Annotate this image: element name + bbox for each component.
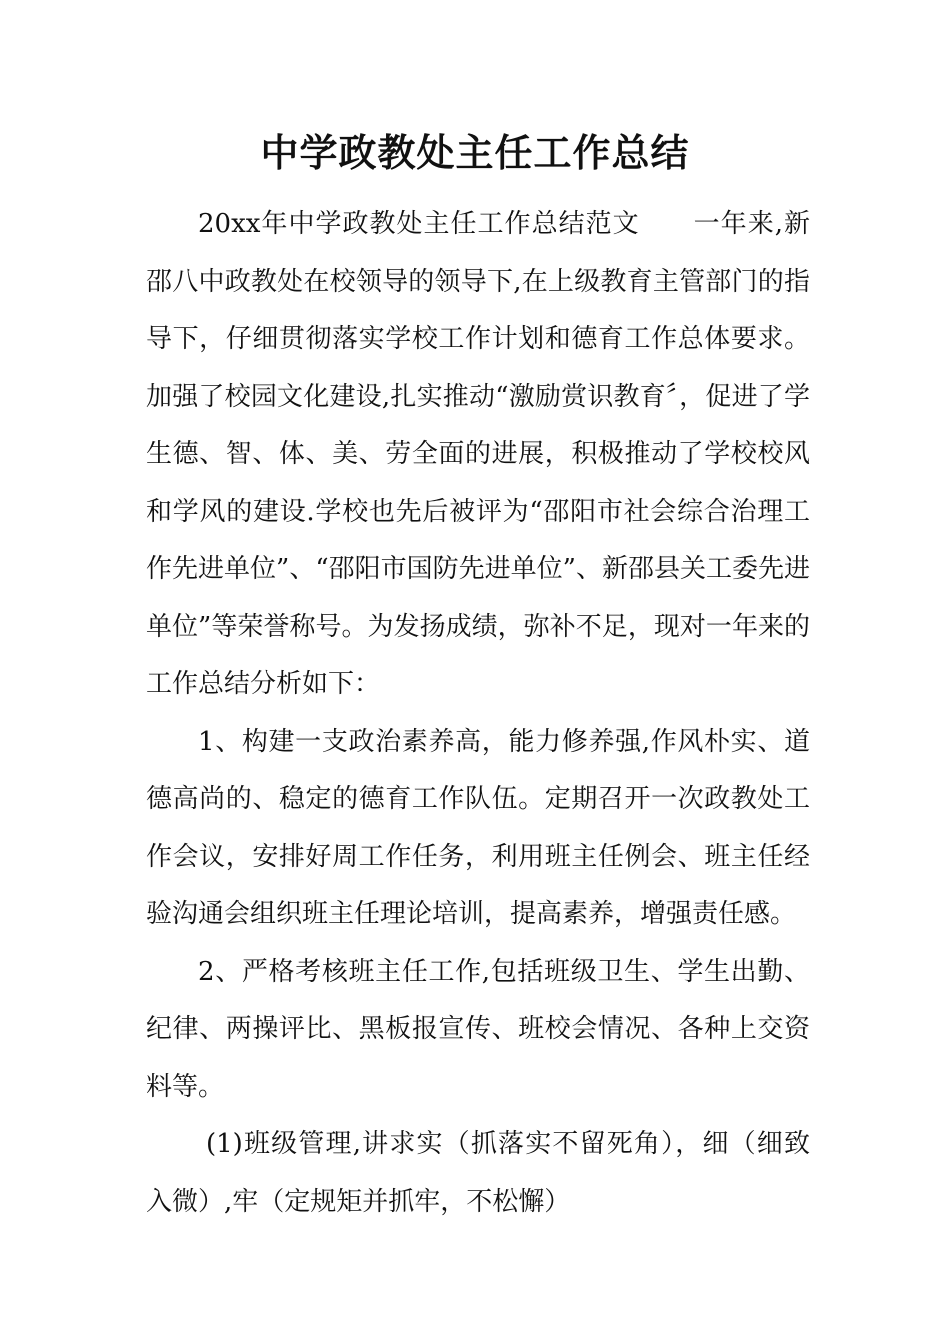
document-body — [146, 196, 810, 1231]
item-2-paragraph: 2、严格考核班主任工作,包括班级卫生、学生出勤、纪律、两操评比、黑板报宣传、班校会情况、各种上交资料等。 — [146, 956, 810, 1102]
intro-paragraph: 20xx年中学政教处主任工作总结范文 一年来,新邵八中政教处在校领导的领导下,在上级教育主管部门的指导下，仔细贯彻落实学校工作计划和德育工作总体要求。加强了校园文化建设,扎实推动“激励赏识教育〞，促进了学生德、智、体、美、劳全面的进展，积极推动了学校校风和学风的建设.学校也先后被评为“邵阳市社会综合治理工作先进单位”、“邵阳市国防先进单位”、新邵县关工委先进单位”等荣誉称号。为发扬成绩，弥补不足，现对一年来的工作总结分析如下： — [146, 209, 810, 699]
sub-item-1-paragraph: (1)班级管理,讲求实（抓落实不留死角），细（细致入微）,牢（定规矩并抓牢，不松懈） — [146, 1129, 810, 1217]
item-1-paragraph: 1、构建一支政治素养高，能力修养强,作风朴实、道德高尚的、稳定的德育工作队伍。定期召开一次政教处工作会议，安排好周工作任务，利用班主任例会、班主任经验沟通会组织班主任理论培训，提高素养，增强责任感。 — [146, 726, 810, 929]
document-title: 中学政教处主任工作总结 — [260, 130, 690, 175]
